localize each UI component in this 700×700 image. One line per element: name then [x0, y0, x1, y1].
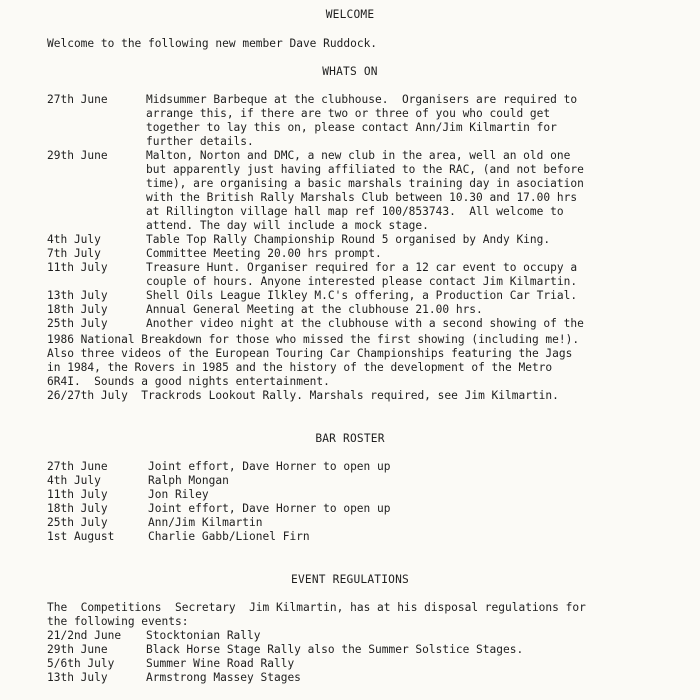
bar-roster-heading: BAR ROSTER [315, 432, 385, 445]
bar-roster-volunteer: Joint effort, Dave Horner to open up [148, 502, 391, 515]
whats-on-continuation-line: in 1984, the Rovers in 1985 and the history of the development of the Metro [47, 361, 553, 374]
whats-on-last-entry: 26/27th July Trackrods Lookout Rally. Marshals required, see Jim Kilmartin. [47, 389, 559, 402]
whats-on-description-line: arrange this, if there are two or three of you who could get [146, 107, 551, 120]
whats-on-date: 13th July [47, 289, 108, 302]
whats-on-date: 7th July [47, 247, 101, 260]
event-regulations-date: 29th June [47, 643, 108, 656]
bar-roster-date: 27th June [47, 460, 108, 473]
whats-on-description-line: couple of hours. Anyone interested please contact Jim Kilmartin. [146, 275, 578, 288]
whats-on-date: 4th July [47, 233, 101, 246]
whats-on-description-line: together to lay this on, please contact Ann/Jim Kilmartin for [146, 121, 557, 134]
whats-on-description-line: Committee Meeting 20.00 hrs prompt. [146, 247, 382, 260]
whats-on-description-line: Midsummer Barbeque at the clubhouse. Organisers are required to [146, 93, 578, 106]
whats-on-description-line: Table Top Rally Championship Round 5 organised by Andy King. [146, 233, 551, 246]
bar-roster-date: 25th July [47, 516, 108, 529]
whats-on-continuation-line: Also three videos of the European Touring Car Championships featuring the Jags [47, 347, 573, 360]
bar-roster-volunteer: Jon Riley [148, 488, 209, 501]
whats-on-description-line: Annual General Meeting at the clubhouse 21.00 hrs. [146, 303, 483, 316]
bar-roster-volunteer: Charlie Gabb/Lionel Firn [148, 530, 310, 543]
event-regulations-intro-line: the following events: [47, 615, 189, 628]
welcome-text: Welcome to the following new member Dave Ruddock. [47, 37, 378, 50]
event-regulations-date: 5/6th July [47, 657, 115, 670]
bar-roster-date: 4th July [47, 474, 101, 487]
whats-on-description-line: Malton, Norton and DMC, a new club in the area, well an old one [146, 149, 571, 162]
whats-on-description-line: but apparently just having affiliated to the RAC, (and not before [146, 163, 584, 176]
event-regulations-event: Armstrong Massey Stages [146, 671, 301, 684]
whats-on-description-line: Shell Oils League Ilkley M.C's offering, a Production Car Trial. [146, 289, 578, 302]
event-regulations-event: Stocktonian Rally [146, 629, 261, 642]
bar-roster-date: 18th July [47, 502, 108, 515]
event-regulations-event: Summer Wine Road Rally [146, 657, 295, 670]
whats-on-description-line: Treasure Hunt. Organiser required for a 12 car event to occupy a [146, 261, 578, 274]
bar-roster-date: 11th July [47, 488, 108, 501]
whats-on-date: 11th July [47, 261, 108, 274]
whats-on-description-line: at Rillington village hall map ref 100/853743. All welcome to [146, 205, 564, 218]
bar-roster-volunteer: Ralph Mongan [148, 474, 229, 487]
whats-on-continuation-line: 6R4I. Sounds a good nights entertainment. [47, 375, 330, 388]
welcome-heading: WELCOME [325, 8, 375, 21]
whats-on-date: 27th June [47, 93, 108, 106]
bar-roster-volunteer: Ann/Jim Kilmartin [148, 516, 263, 529]
whats-on-date: 25th July [47, 317, 108, 330]
bar-roster-volunteer: Joint effort, Dave Horner to open up [148, 460, 391, 473]
event-regulations-date: 21/2nd June [47, 629, 122, 642]
whats-on-continuation-line: 1986 National Breakdown for those who missed the first showing (including me!). [47, 333, 580, 346]
event-regulations-date: 13th July [47, 671, 108, 684]
whats-on-description-line: with the British Rally Marshals Club between 10.30 and 17.00 hrs [146, 191, 578, 204]
whats-on-description-line: Another video night at the clubhouse with a second showing of the [146, 317, 584, 330]
event-regulations-event: Black Horse Stage Rally also the Summer Solstice Stages. [146, 643, 524, 656]
whats-on-date: 18th July [47, 303, 108, 316]
whats-on-heading: WHATS ON [322, 65, 378, 78]
event-regulations-heading: EVENT REGULATIONS [291, 573, 409, 586]
whats-on-description-line: attend. The day will include a mock stage. [146, 219, 429, 232]
whats-on-description-line: further details. [146, 135, 254, 148]
bar-roster-date: 1st August [47, 530, 115, 543]
whats-on-description-line: time), are organising a basic marshals training day in asociation [146, 177, 584, 190]
whats-on-date: 29th June [47, 149, 108, 162]
event-regulations-intro-line: The Competitions Secretary Jim Kilmartin, has at his disposal regulations for [47, 601, 586, 614]
